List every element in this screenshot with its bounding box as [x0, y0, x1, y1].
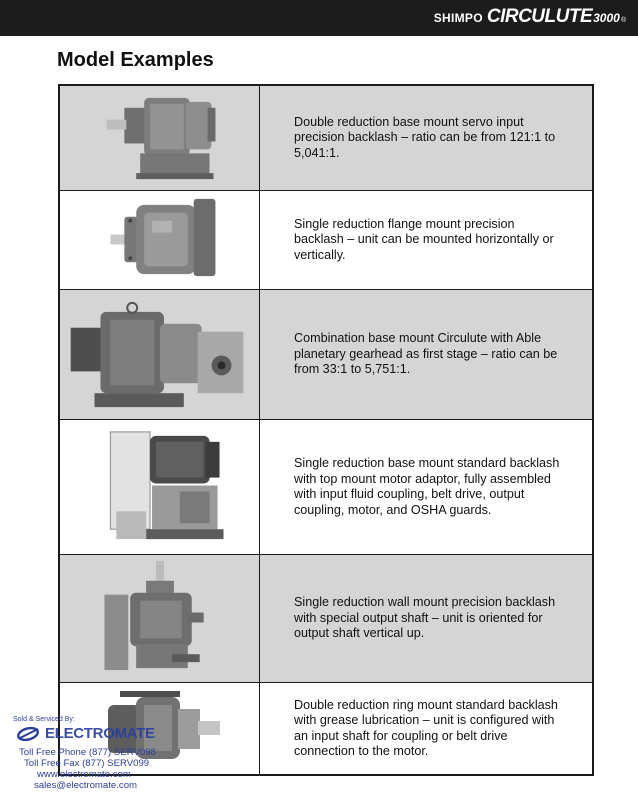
product-image-cell	[60, 555, 260, 682]
product-image-cell	[60, 290, 260, 419]
table-row	[60, 555, 592, 683]
row-description: Single reduction flange mount precision backlash – unit can be mounted horizontally or vertically.	[294, 216, 554, 262]
brand-registered-mark: ®	[620, 17, 626, 24]
row-description: Double reduction ring mount standard backlash with grease lubrication – unit is configured with an input shaft for coupling or belt drive connection to the motor.	[294, 697, 558, 758]
row-description: Combination base mount Circulute with Able planetary gearhead as first stage – ratio can be from 33:1 to 5,751:1.	[294, 331, 558, 377]
electromate-logo	[16, 725, 155, 742]
company-name: ELECTROMATE	[45, 725, 155, 742]
sold-by-label: Sold & Serviced By:	[13, 716, 75, 723]
toll-free-fax: Toll Free Fax (877) SERV099	[24, 758, 150, 769]
gear-reducer-image	[60, 86, 259, 190]
product-image-cell	[60, 191, 260, 289]
brand-small: SHIMPO	[433, 11, 483, 25]
table-row	[60, 191, 592, 290]
product-image-cell	[60, 86, 260, 190]
brand-main: CIRCULUTE	[486, 6, 593, 27]
table-row	[60, 86, 592, 191]
row-description: Single reduction wall mount precision backlash with special output shaft – unit is oriented for output shaft vertical up.	[294, 595, 556, 641]
gear-reducer-image	[60, 290, 259, 419]
model-examples-table	[58, 84, 594, 776]
distributor-footer	[10, 716, 160, 796]
table-row	[60, 290, 592, 420]
shimpo-circulute-logo	[434, 6, 626, 32]
website-link[interactable]: www.electromate.com	[37, 769, 131, 780]
email-link[interactable]: sales@electromate.com	[34, 780, 138, 791]
toll-free-phone[interactable]: Toll Free Phone (877) SERV098	[19, 747, 156, 758]
gear-reducer-image	[60, 191, 259, 289]
brand-number: 3000	[593, 11, 620, 25]
product-image-cell	[60, 420, 260, 554]
gear-reducer-image	[60, 555, 259, 682]
header-bar	[0, 0, 638, 36]
table-row	[60, 420, 592, 555]
row-description: Single reduction base mount standard backlash with top mount motor adaptor, fully assembled with input fluid coupling, belt drive, output coupling, motor, and OSHA guards.	[294, 456, 560, 517]
row-description: Double reduction base mount servo input precision backlash – ratio can be from 121:1 to 5,041:1.	[294, 114, 556, 160]
electromate-swoosh-icon	[16, 726, 42, 742]
page-title: Model Examples	[57, 49, 214, 71]
gear-reducer-image	[60, 420, 259, 554]
